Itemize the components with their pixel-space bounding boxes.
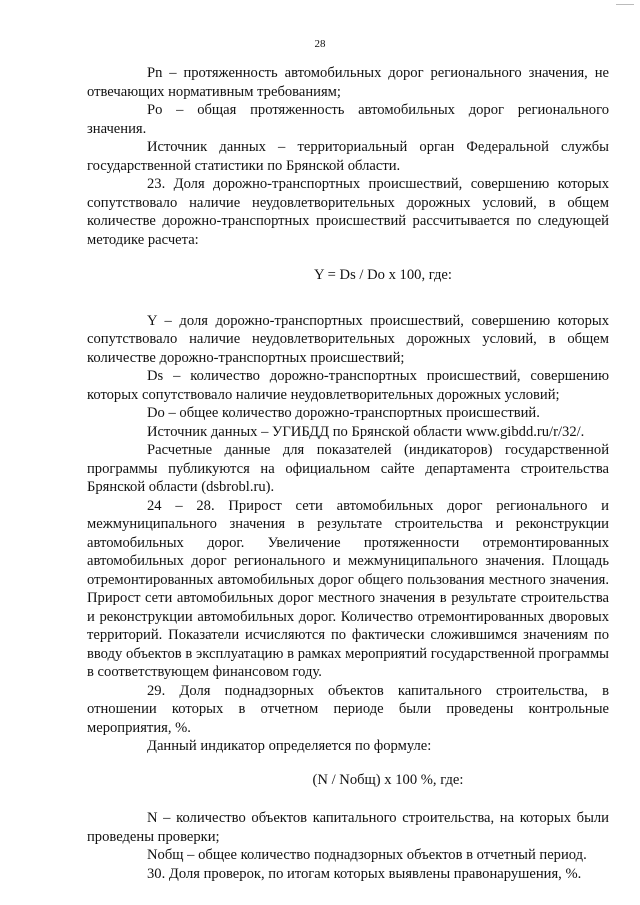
paragraph-do-definition: Do – общее количество дорожно-транспортных происшествий. xyxy=(147,405,540,421)
paragraph-item-23: 23. Доля дорожно-транспортных происшествий, совершению которых сопутствовало наличие неудовлетворительных дорожных условий, в общем количестве дорожно-транспортных происшествий рассчитывается по следующей методике расчета: xyxy=(87,176,609,248)
paragraph-ntotal-definition: Nобщ – общее количество поднадзорных объектов в отчетный период. xyxy=(147,847,587,863)
paragraph-items-24-28: 24 – 28. Прирост сети автомобильных дорог регионального и межмуниципального значения в результате строительства и реконструкции автомобильных дорог. Увеличение протяженности отремонтированных автомобильных дорог регионального и межмуниципального значения. Площадь отремонтированных автомобильных дорог общего пользования местного значения. Прирост сети автомобильных дорог местного значения в результате строительства и реконструкции автомобильных дорог. Количество отремонтированных дворовых территорий. Показатели исчисляются по фактически сложившимся значениям по вводу объектов в эксплуатацию в рамках мероприятий государственной программы в соответствующем финансовом году. xyxy=(87,497,609,680)
paragraph-data-source-rosstat: Источник данных – территориальный орган Федеральной службы государственной статистики по Брянской области. xyxy=(87,139,609,174)
paragraph-n-definition: N – количество объектов капитального строительства, на которых были проведены проверки; xyxy=(87,810,609,845)
paragraph-y-definition: Y – доля дорожно-транспортных происшествий, совершению которых сопутствовало наличие неудовлетворительных дорожных условий, в общем количестве дорожно-транспортных происшествий; xyxy=(87,312,609,366)
formula-inspection-share: (N / Nобщ) х 100 %, где: xyxy=(312,771,464,788)
page-number: 28 xyxy=(314,38,326,50)
paragraph-item-30: 30. Доля проверок, по итогам которых выявлены правонарушения, %. xyxy=(147,865,582,882)
paragraph-publication-note: Расчетные данные для показателей (индикаторов) государственной программы публикуются на официальном сайте департамента строительства Брянской области (dsbrobl.ru). xyxy=(87,442,609,495)
paragraph-po-definition: Po – общая протяженность автомобильных дорог регионального значения. xyxy=(87,102,609,137)
formula-accident-share: Y = Ds / Do х 100, где: xyxy=(314,267,452,283)
paragraph-ds-definition: Ds – количество дорожно-транспортных происшествий, совершению которых сопутствовало наличие неудовлетворительных дорожных условий; xyxy=(87,368,609,403)
document-body xyxy=(87,64,609,883)
paragraph-formula-intro: Данный индикатор определяется по формуле: xyxy=(147,738,432,754)
scan-mark xyxy=(616,4,634,5)
paragraph-item-29: 29. Доля поднадзорных объектов капитального строительства, в отношении которых в отчетном периоде были проведены контрольные мероприятия, %. xyxy=(87,682,609,736)
paragraph-pn-definition: Pn – протяженность автомобильных дорог регионального значения, не отвечающих нормативным требованиям; xyxy=(87,65,609,100)
paragraph-data-source-gibdd: Источник данных – УГИБДД по Брянской области www.gibdd.ru/r/32/. xyxy=(147,423,585,440)
